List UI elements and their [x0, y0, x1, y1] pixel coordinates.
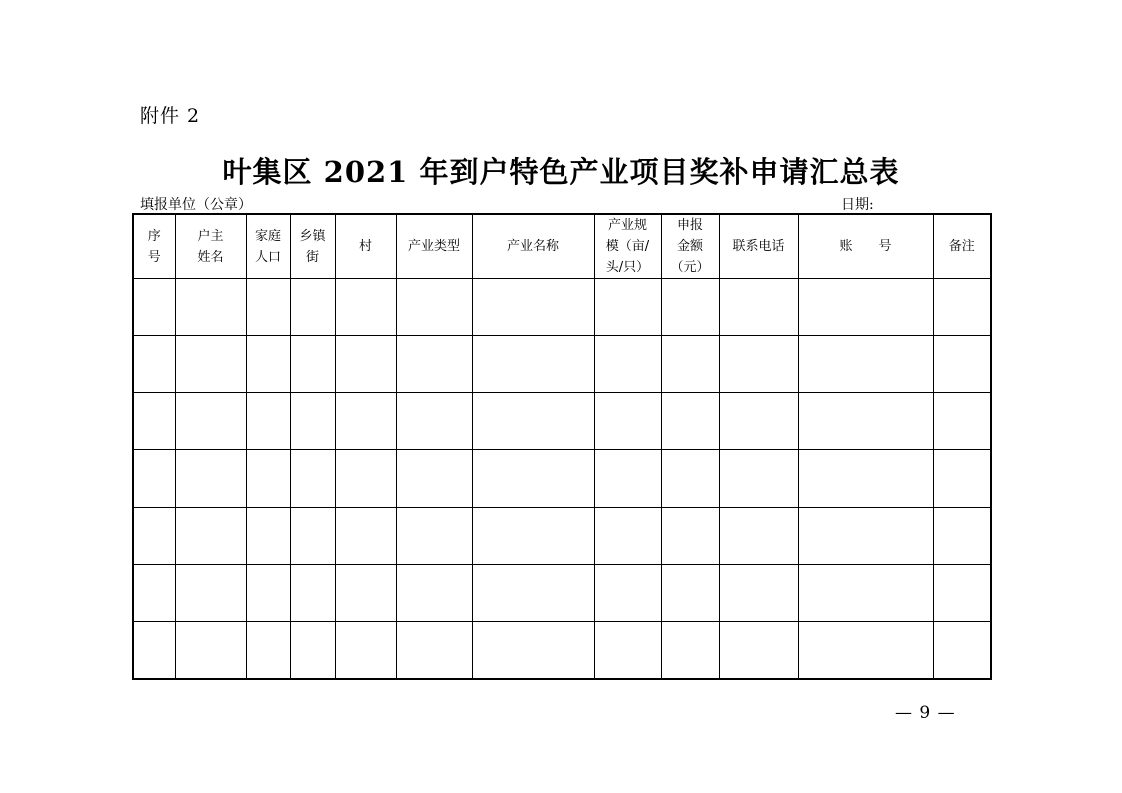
header-contact-phone: 联系电话	[719, 214, 798, 279]
table-cell[interactable]	[290, 621, 335, 679]
header-account-number: 账 号	[798, 214, 933, 279]
table-cell[interactable]	[246, 450, 290, 507]
table-cell[interactable]	[798, 564, 933, 621]
table-cell[interactable]	[133, 393, 175, 450]
fill-unit-label: 填报单位（公章）	[140, 197, 252, 213]
table-cell[interactable]	[133, 564, 175, 621]
table-cell[interactable]	[661, 621, 719, 679]
table-cell[interactable]	[594, 621, 661, 679]
table-cell[interactable]	[719, 450, 798, 507]
summary-table	[132, 213, 992, 680]
table-cell[interactable]	[335, 393, 396, 450]
table-cell[interactable]	[594, 279, 661, 336]
table-cell[interactable]	[719, 393, 798, 450]
table-cell[interactable]	[290, 450, 335, 507]
table-cell[interactable]	[472, 279, 594, 336]
table-cell[interactable]	[246, 336, 290, 393]
table-row	[133, 507, 991, 564]
header-township: 乡镇 街	[290, 214, 335, 279]
header-serial-number: 序 号	[133, 214, 175, 279]
table-cell[interactable]	[472, 393, 594, 450]
table-cell[interactable]	[175, 393, 246, 450]
page-title: 叶集区 2021 年到户特色产业项目奖补申请汇总表	[222, 155, 900, 189]
table-row	[133, 564, 991, 621]
table-cell[interactable]	[933, 621, 991, 679]
table-cell[interactable]	[396, 621, 472, 679]
date-label: 日期:	[841, 197, 874, 213]
table-cell[interactable]	[335, 564, 396, 621]
table-cell[interactable]	[246, 564, 290, 621]
header-village: 村	[335, 214, 396, 279]
table-cell[interactable]	[719, 621, 798, 679]
table-row	[133, 336, 991, 393]
table-cell[interactable]	[594, 450, 661, 507]
header-remarks: 备注	[933, 214, 991, 279]
table-cell[interactable]	[335, 279, 396, 336]
table-cell[interactable]	[335, 450, 396, 507]
table-cell[interactable]	[290, 393, 335, 450]
table-cell[interactable]	[719, 279, 798, 336]
table-cell[interactable]	[719, 507, 798, 564]
table-row	[133, 450, 991, 507]
table-cell[interactable]	[290, 279, 335, 336]
header-industry-name: 产业名称	[472, 214, 594, 279]
table-cell[interactable]	[933, 564, 991, 621]
table-cell[interactable]	[798, 336, 933, 393]
table-cell[interactable]	[661, 450, 719, 507]
table-cell[interactable]	[661, 393, 719, 450]
table-cell[interactable]	[290, 507, 335, 564]
table-cell[interactable]	[798, 279, 933, 336]
table-cell[interactable]	[719, 336, 798, 393]
table-cell[interactable]	[396, 393, 472, 450]
table-cell[interactable]	[290, 564, 335, 621]
table-cell[interactable]	[396, 507, 472, 564]
table-cell[interactable]	[594, 564, 661, 621]
header-industry-scale: 产业规 模（亩/ 头/只）	[594, 214, 661, 279]
table-cell[interactable]	[175, 336, 246, 393]
table-cell[interactable]	[133, 450, 175, 507]
table-cell[interactable]	[933, 393, 991, 450]
table-cell[interactable]	[594, 507, 661, 564]
table-cell[interactable]	[798, 621, 933, 679]
attachment-label: 附件 2	[140, 105, 201, 127]
table-body	[133, 279, 991, 680]
table-cell[interactable]	[933, 450, 991, 507]
table-cell[interactable]	[396, 279, 472, 336]
table-cell[interactable]	[396, 450, 472, 507]
table-row	[133, 621, 991, 679]
table-row	[133, 279, 991, 336]
page-number: — 9 —	[895, 703, 956, 723]
table-cell[interactable]	[661, 279, 719, 336]
table-cell[interactable]	[472, 564, 594, 621]
table-cell[interactable]	[472, 450, 594, 507]
table-cell[interactable]	[594, 336, 661, 393]
table-cell[interactable]	[290, 336, 335, 393]
header-householder-name: 户主 姓名	[175, 214, 246, 279]
table-cell[interactable]	[335, 621, 396, 679]
table-row	[133, 393, 991, 450]
table-cell[interactable]	[661, 564, 719, 621]
table-cell[interactable]	[133, 336, 175, 393]
table-cell[interactable]	[933, 507, 991, 564]
table-cell[interactable]	[933, 279, 991, 336]
table-cell[interactable]	[133, 507, 175, 564]
table-cell[interactable]	[246, 393, 290, 450]
table-cell[interactable]	[661, 507, 719, 564]
table-cell[interactable]	[246, 507, 290, 564]
table-cell[interactable]	[798, 393, 933, 450]
table-cell[interactable]	[472, 621, 594, 679]
table-cell[interactable]	[798, 450, 933, 507]
table-cell[interactable]	[133, 621, 175, 679]
table-cell[interactable]	[175, 279, 246, 336]
table-cell[interactable]	[133, 279, 175, 336]
header-family-size: 家庭 人口	[246, 214, 290, 279]
table-cell[interactable]	[594, 393, 661, 450]
table-cell[interactable]	[396, 336, 472, 393]
table-cell[interactable]	[472, 507, 594, 564]
table-cell[interactable]	[396, 564, 472, 621]
header-declared-amount: 申报 金额 （元）	[661, 214, 719, 279]
table-cell[interactable]	[933, 336, 991, 393]
table-cell[interactable]	[472, 336, 594, 393]
table-header-row	[133, 214, 991, 279]
header-industry-type: 产业类型	[396, 214, 472, 279]
table-cell[interactable]	[175, 507, 246, 564]
table-cell[interactable]	[246, 621, 290, 679]
table-cell[interactable]	[719, 564, 798, 621]
table-cell[interactable]	[175, 564, 246, 621]
table-cell[interactable]	[246, 279, 290, 336]
table-cell[interactable]	[798, 507, 933, 564]
table-cell[interactable]	[335, 336, 396, 393]
table-cell[interactable]	[335, 507, 396, 564]
table-cell[interactable]	[175, 450, 246, 507]
table-cell[interactable]	[661, 336, 719, 393]
table-cell[interactable]	[175, 621, 246, 679]
